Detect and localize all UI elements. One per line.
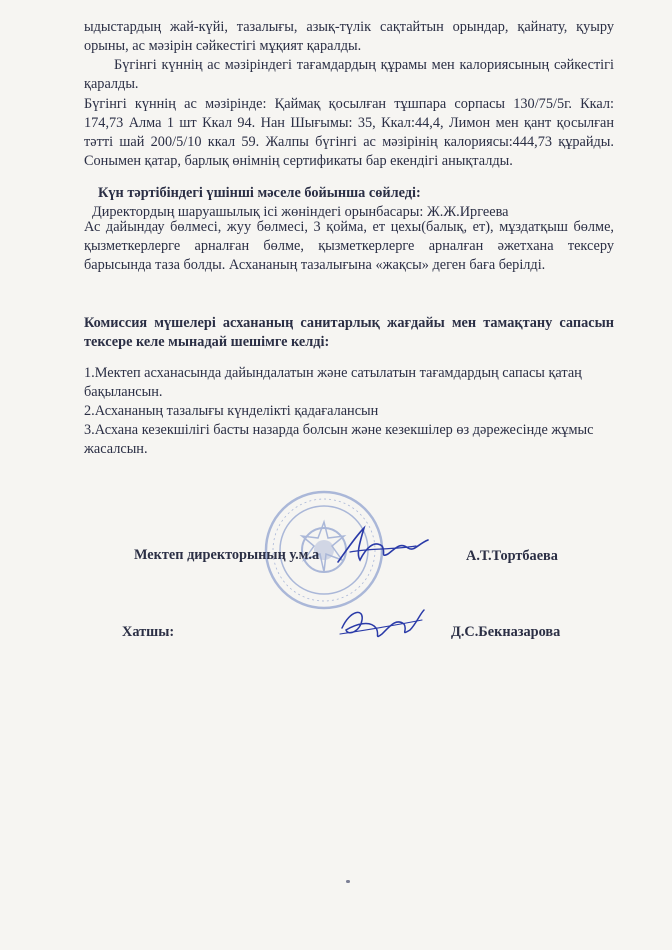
paragraph-inspection-continued: ыдыстардың жай-күйі, тазалығы, азық-түлік сақтайтын орындар, қайнату, қуыру орыны, ас мәзірін сәйкестігі мұқият қаралды.	[84, 19, 614, 54]
paragraph-menu-check: Бүгінгі күннің ас мәзіріндегі тағамдардың құрамы мен калориясының сәйкестігі қаралды.	[84, 57, 614, 92]
director-signature-label: Мектеп директорының у.м.а	[134, 547, 320, 563]
decision-item-2: 2.Асхананың тазалығы күнделікті қадағалансын	[84, 403, 379, 419]
secretary-name: Д.С.Бекназарова	[451, 624, 561, 640]
agenda-item-heading: Күн тәртібіндегі үшінші мәселе бойынша сөйледі:	[98, 185, 421, 201]
speaker-line: Директордың шаруашылық ісі жөніндегі орынбасары: Ж.Ж.Иргеева	[92, 204, 509, 220]
decision-item-1: 1.Мектеп асханасында дайындалатын және сатылатын тағамдардың сапасы қатаң бақылансын.	[84, 365, 582, 400]
decision-heading: Комиссия мүшелері асхананың санитарлық жағдайы мен тамақтану сапасын тексере келе мынадай шешімге келді:	[84, 315, 614, 350]
decision-item-3: 3.Асхана кезекшілігі басты назарда болсын және кезекшілер өз дәрежесінде жұмыс жасалсын.	[84, 422, 594, 457]
secretary-signature-icon	[336, 600, 426, 648]
director-name: А.Т.Тортбаева	[466, 548, 558, 564]
paragraph-menu-details: Бүгінгі күннің ас мәзірінде: Қаймақ қосылған тұшпара сорпасы 130/75/5г. Ккал: 174,73 Алма 1 шт Ккал 94. Нан Шығымы: 35, Ккал:44,4, Лимон мен қант қосылған тәтті шай 200/5/10 ккал 59. Жалпы бүгінгі ас мәзірінің калориясы:444,73 құрайды. Сонымен қатар, барлық өнімнің сертификаты бар екендігі анықталды.	[84, 96, 614, 169]
scan-speck	[346, 880, 350, 883]
secretary-signature-label: Хатшы:	[122, 624, 175, 640]
director-signature-icon	[330, 518, 440, 574]
paragraph-cleanliness: Ас дайындау бөлмесі, жуу бөлмесі, 3 қойма, ет цехы(балық, ет), мұздатқыш бөлме, қызметкерлерге арналған бөлме, қызметкерлерге арналған әжетхана тексеру барысында таза болды. Асхананың тазалығына «жақсы» деген баға берілді.	[84, 219, 614, 273]
